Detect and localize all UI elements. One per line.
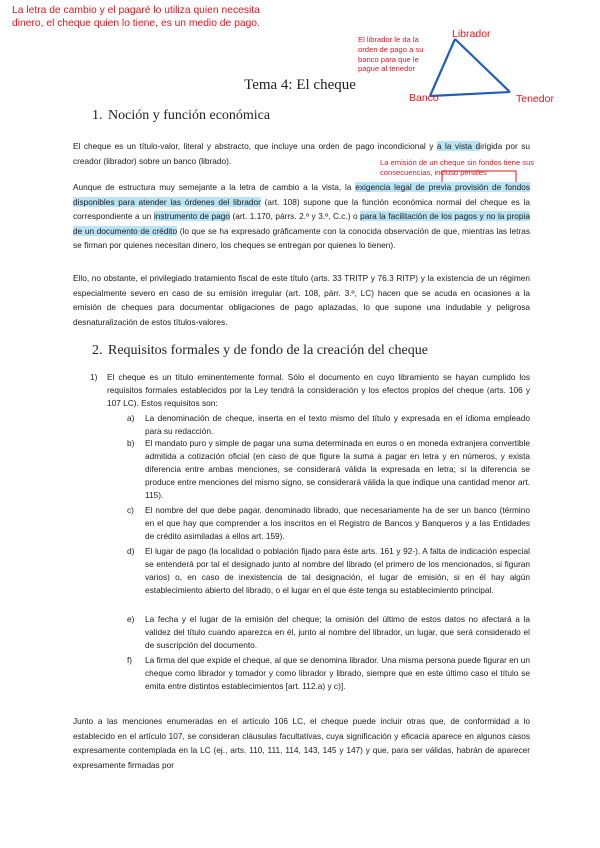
triangle-label-tenedor: Tenedor <box>516 93 554 105</box>
section1-number: 1. <box>92 108 103 123</box>
section1-paragraph-2: Aunque de estructura muy semejante a la letra de cambio a la vista, la exigencia legal de previa provisión de fondos disponibles para atender las órdenes del librador (art. 108) supone que la función económica normal del cheque es la correspondiente a un instrumento de pago (art. 1.170, párrs. 2.º y 3.º, C.c.) o para la facilitación de los pagos y no la propia de un documento de crédito (lo que se ha expresado gráficamente con la conocida observación de que, mientras las letras se firman por quienes necesitan dinero, los cheques se entregan por quienes lo tienen). <box>73 182 531 250</box>
section1-paragraph-1: El cheque es un título-valor, literal y abstracto, que incluye una orden de pago incondicional y a la vista dirigida por su creador (librador) sobre un banco (librado). <box>73 141 530 166</box>
section2-closing-paragraph: Junto a las menciones enumeradas en el artículo 106 LC, el cheque puede incluir otras que, de conformidad a lo establecido en el artículo 107, se consideran cláusulas facultativas, cuya significación y eficacia aparece en algunos casos expresamente contemplada en la LC (ej., arts. 110, 111, 114, 143, 145 y 147) y que, para ser válidas, habrán de aparecer expresamente firmadas por <box>73 716 530 770</box>
highlight-instrumento-pago: instrumento de pago <box>153 211 230 221</box>
list-item-letter: c) <box>127 505 134 515</box>
highlight-a-la-vista: a la vista d <box>436 141 481 151</box>
triangle-label-banco: Banco <box>409 92 439 104</box>
highlight-facilitacion-pagos: para la facilitación de los pagos y no la propia de un documento de crédito <box>73 211 530 236</box>
list-item-letter: e) <box>127 614 135 624</box>
highlight-exigencia-legal: exigencia legal de previa provisión de fondos disponibles para atender las órdenes del librador <box>73 182 530 207</box>
list-item-letter: a) <box>127 413 135 423</box>
list-item-text: El mandato puro y simple de pagar una suma determinada en euros o en moneda extranjera convertible admitida a cotización oficial (en caso de que figure la suma a pagar en letra y en números, y exista diferencia entre ambas menciones, se considerará válida la expresada en letra; si la diferencia se produce entre menciones del mismo signo, se considerará válida la que indique una cantidad menor art. 115). <box>145 438 530 500</box>
annotation-librador-note: El librador le da la orden de pago a su banco para que le pague al tenedor <box>358 35 424 74</box>
list-item-text: La denominación de cheque, inserta en el texto mismo del título y expresada en el idioma empleado para su redacción. <box>145 413 530 436</box>
list-item-text: El nombre del que debe pagar, denominado librado, que necesariamente ha de ser un banco (término en el que hay que comprender a los inscritos en el Registro de Bancos y Banqueros y a las Entidades de crédito asimiladas a ellos art. 159). <box>145 505 530 541</box>
section1-heading: Noción y función económica <box>108 108 271 123</box>
section2-number: 2. <box>92 343 103 358</box>
list-item-text: La fecha y el lugar de la emisión del cheque; la omisión del último de estos datos no afectará a la validez del título cuando aparezca en él, junto al nombre del librador, un lugar, que será considerado el de suscripción del documento. <box>145 614 530 650</box>
list-item-text: El lugar de pago (la localidad o población fijado para éste arts. 161 y 92-). A falta de indicación especial se entenderá por tal el designado junto al nombre del librado (el primero de los mencionados, si figuran varios) o, en caso de inexistencia de tal designación, el lugar de emisión, si en él hay algún establecimiento abierto del librado, o el lugar en el que éste tenga su establecimiento principal. <box>145 546 530 595</box>
page-title: Tema 4: El cheque <box>244 77 356 93</box>
triangle-label-librador: Librador <box>452 28 491 40</box>
annotation-emision-note: La emisión de un cheque sin fondos tiene sus consecuencias, incluso penales <box>380 158 535 177</box>
list-item-text: La firma del que expide el cheque, al que se denomina librador. Una misma persona puede figurar en un cheque como librador y tomador y como librador y librado, siempre que en este último caso el título se emita entre distintos establecimientos [art. 112.a) y c)]. <box>145 655 530 691</box>
requirement-intro: El cheque es un título eminentemente formal. Sólo el documento en cuyo libramiento se hayan cumplido los requisitos formales establecidos por la Ley tendrá la consideración y los efectos propios del cheque (arts. 106 y 107 LC). Estos requisitos son: <box>107 372 530 408</box>
section1-paragraph-3: Ello, no obstante, el privilegiado tratamiento fiscal de este título (arts. 33 TRITP y 76.3 RITP) y la existencia de un régimen especialmente severo en caso de su emisión irregular (art. 108, párr. 3.º, LC) hacen que se acuda en ocasiones a la emisión de cheques para documentar obligaciones de pago aplazadas, lo que supone una indudable y peligrosa desnaturalización de estos títulos-valores. <box>73 273 530 327</box>
requirement-number: 1) <box>90 372 98 382</box>
section2-heading: Requisitos formales y de fondo de la creación del cheque <box>108 343 428 358</box>
annotation-top-note: La letra de cambio y el pagaré lo utiliza quien necesita dinero, el cheque quien lo tiene, es un medio de pago. <box>12 5 260 29</box>
list-item-letter: b) <box>127 438 135 448</box>
list-item-letter: f) <box>127 655 133 665</box>
list-item-letter: d) <box>127 546 135 556</box>
